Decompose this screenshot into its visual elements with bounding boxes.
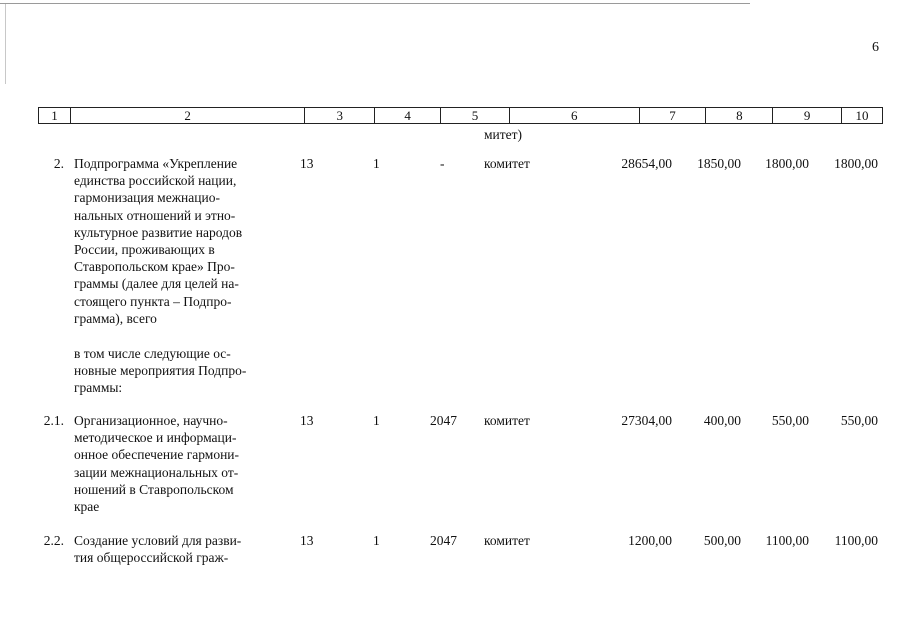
col7-value: 28654,00 (621, 156, 672, 171)
col3-value: 13 (300, 533, 314, 548)
col7-value: 1200,00 (628, 533, 672, 548)
desc-line: единства российской нации, (74, 173, 237, 189)
header-col-5: 5 (440, 108, 509, 123)
desc-line: гармонизация межнацио- (74, 190, 220, 206)
col4-value: 1 (373, 533, 380, 548)
col6-value: комитет (484, 413, 530, 428)
row-number: 2.2. (43, 533, 64, 548)
header-col-8: 8 (705, 108, 772, 123)
col10-value: 1100,00 (834, 533, 878, 548)
desc-line: Подпрограмма «Укрепление (74, 156, 238, 171)
row-number: 2. (53, 156, 64, 171)
desc-line: России, проживающих в (74, 242, 215, 258)
col5-value: 2047 (430, 413, 457, 428)
row-description (74, 532, 269, 566)
desc-line: культурное развитие народов (74, 224, 243, 240)
header-col-2: 2 (70, 108, 304, 123)
row-description (74, 412, 269, 515)
header-col-1: 1 (51, 108, 58, 123)
desc-line: нальных отношений и этно- (74, 207, 236, 223)
col10-value: 1800,00 (834, 156, 878, 171)
header-col-7: 7 (639, 108, 706, 123)
desc-line: Создание условий для разви- (74, 533, 242, 548)
header-col-4: 4 (374, 108, 440, 123)
row-description (74, 155, 269, 327)
desc-line: граммы: (74, 380, 123, 396)
desc-line: граммы (далее для целей на- (74, 276, 239, 292)
col9-value: 1800,00 (765, 156, 809, 171)
col4-value: 1 (373, 413, 380, 428)
desc-line: крае (74, 499, 100, 515)
header-col-6: 6 (509, 108, 639, 123)
col8-value: 500,00 (703, 533, 741, 548)
desc-line: тия общероссийской граж- (74, 550, 229, 566)
col6-value: комитет (484, 533, 530, 548)
carry-over-text: митет) (484, 127, 523, 142)
desc-line: ношений в Ставропольском (74, 481, 234, 497)
desc-line: онное обеспечение гармони- (74, 447, 240, 463)
col8-value: 400,00 (703, 413, 741, 428)
page-number: 6 (872, 40, 879, 55)
col8-value: 1850,00 (697, 156, 741, 171)
header-col-3: 3 (304, 108, 374, 123)
col9-value: 550,00 (771, 413, 809, 428)
col3-value: 13 (300, 413, 314, 428)
row-number: 2.1. (43, 413, 64, 428)
row-description (74, 345, 269, 397)
desc-line: зации межнациональных от- (74, 464, 239, 480)
col5-value: 2047 (430, 533, 457, 548)
col9-value: 1100,00 (765, 533, 809, 548)
col3-value: 13 (300, 156, 314, 171)
table-header (38, 107, 883, 124)
col6-value: комитет (484, 156, 530, 171)
header-col-9: 9 (772, 108, 841, 123)
desc-line: Ставропольском крае» Про- (74, 259, 235, 275)
desc-line: стоящего пункта – Подпро- (74, 293, 232, 309)
desc-line: методическое и информаци- (74, 430, 237, 446)
col7-value: 27304,00 (621, 413, 672, 428)
desc-line: грамма), всего (74, 310, 157, 326)
header-col-10: 10 (841, 108, 882, 123)
col4-value: 1 (373, 156, 380, 171)
col10-value: 550,00 (840, 413, 878, 428)
desc-line: Организационное, научно- (74, 413, 228, 428)
desc-line: в том числе следующие ос- (74, 346, 231, 361)
desc-line: новные мероприятия Подпро- (74, 363, 247, 379)
left-rule (5, 4, 6, 84)
top-rule (0, 3, 750, 4)
col5-value: - (440, 156, 445, 171)
